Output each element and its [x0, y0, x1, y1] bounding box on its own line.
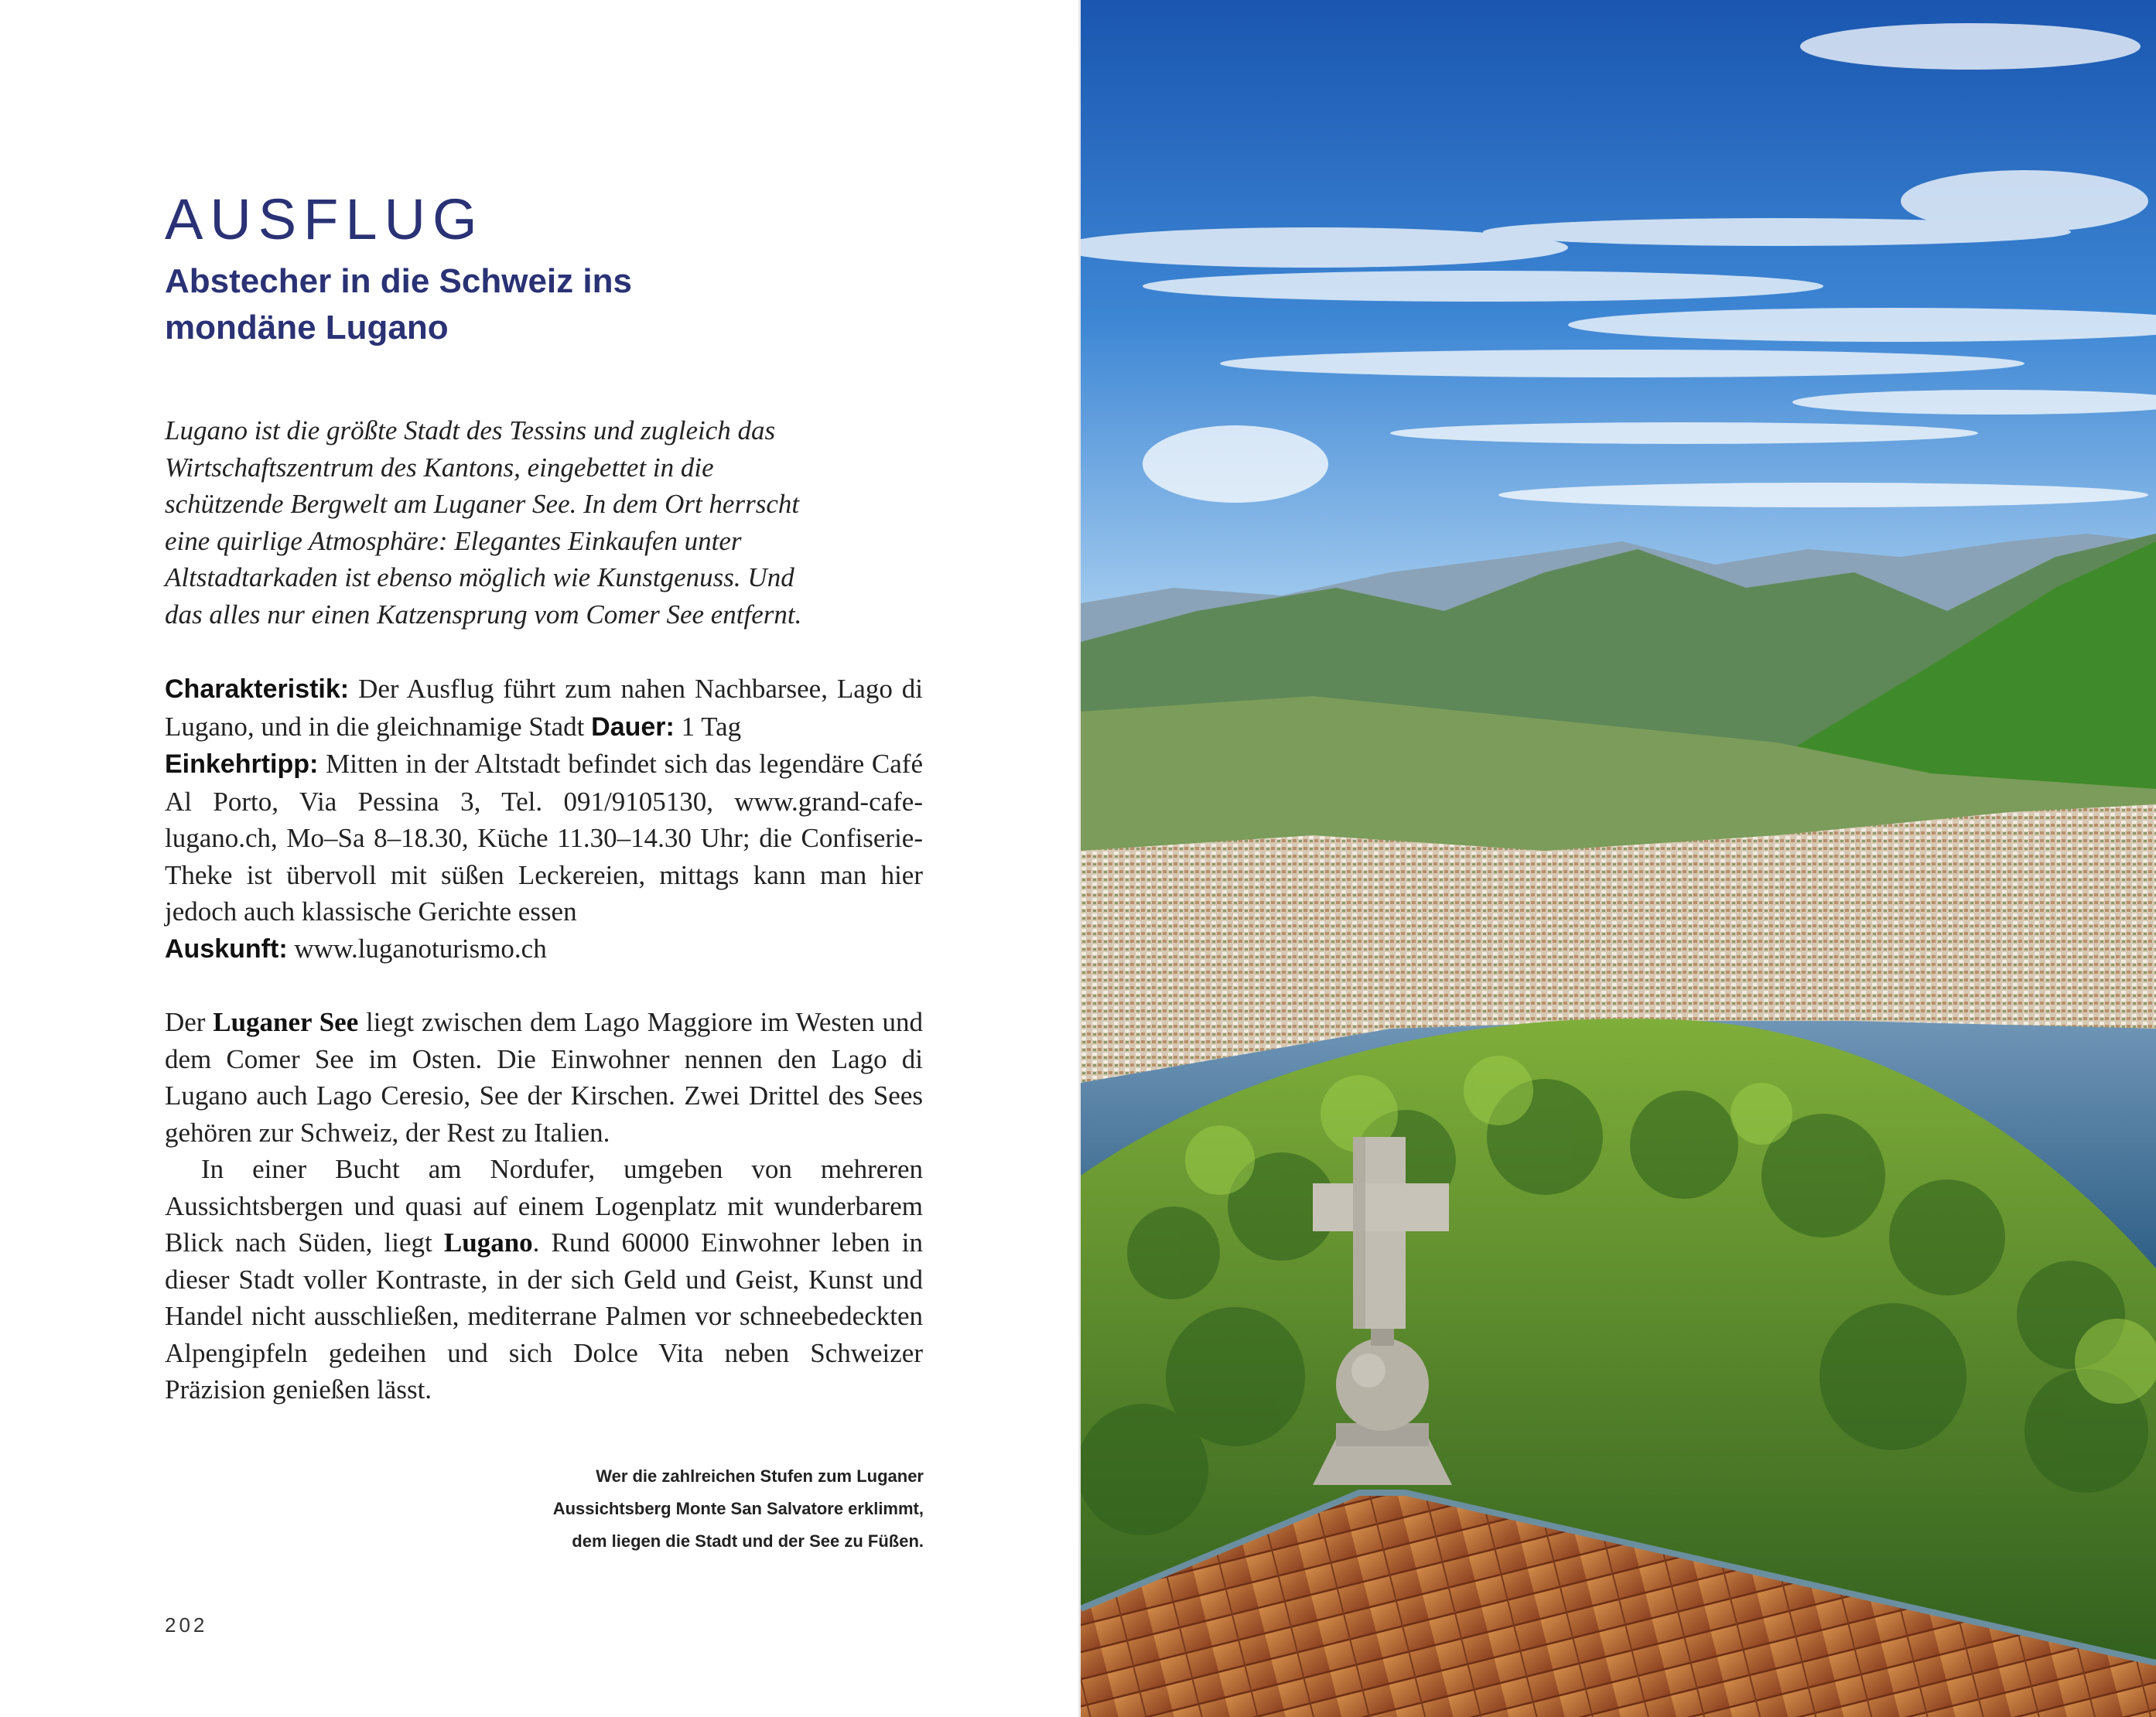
lugano-landscape-photo	[1081, 0, 2156, 1717]
body-paragraph	[165, 1004, 923, 1151]
auskunft-link[interactable]: www.luganoturismo.ch	[294, 933, 547, 964]
info-box	[165, 671, 923, 968]
page-subtitle	[165, 258, 753, 351]
body-text-run: In einer Bucht am Nordufer, umgeben von mehreren Aussichtsbergen und quasi auf einem Logenplatz mit wunderbarem Blick nach Süden, liegt	[165, 1154, 923, 1258]
section-label: AUSFLUG	[165, 187, 484, 251]
subtitle-line: mondäne Lugano	[165, 309, 449, 346]
dauer-text: 1 Tag	[681, 711, 742, 742]
intro-line: Altstadtarkaden ist ebenso möglich wie Kunstgenuss. Und	[165, 562, 794, 592]
body-text-run: . Rund 60000 Einwohner leben in dieser Stadt voller Kontraste, in der sich Geld und Geist, Kunst und Handel nicht ausschließen, mediterrane Palmen vor schneebedeckten Alpengipfeln gedeihen und sich Dolce Vita neben Schweizer Präzision genießen lässt.	[165, 1227, 924, 1405]
photo-caption	[433, 1460, 924, 1558]
caption-line: Aussichtsberg Monte San Salvatore erklimmt,	[552, 1499, 924, 1518]
page-number: 202	[165, 1613, 208, 1637]
einkehrtipp-label: Einkehrtipp:	[165, 749, 319, 779]
intro-line: das alles nur einen Katzensprung vom Comer See entfernt.	[165, 599, 802, 630]
subtitle-line: Abstecher in die Schweiz ins	[165, 262, 632, 300]
body-text	[165, 1004, 923, 1408]
auskunft-label: Auskunft:	[165, 934, 288, 964]
body-text-run: Der	[165, 1007, 206, 1037]
intro-paragraph	[165, 412, 938, 633]
einkehrtipp-text: Mitten in der Altstadt befindet sich das legendäre Café Al Porto, Via Pessina 3, Tel. 091/9105130, www.grand-cafe-lugano.ch, Mo–Sa 8–18.30, Küche 11.30–14.30 Uhr; die Confiserie-Theke ist übervoll mit süßen Leckereien, mittags kann man hier jedoch auch klassische Gerichte essen	[165, 749, 923, 927]
body-text-run: liegt zwischen dem Lago Maggiore im Westen und dem Comer See im Osten. Die Einwohner nennen den Lago di Lugano auch Lago Ceresio, See der Kirschen. Zwei Drittel des Sees gehören zur Schweiz, der Rest zu Italien.	[165, 1007, 923, 1148]
caption-line: Wer die zahlreichen Stufen zum Luganer	[596, 1466, 924, 1486]
intro-line: Wirtschaftszentrum des Kantons, eingebettet in die	[165, 452, 714, 483]
body-paragraph	[165, 1151, 923, 1408]
right-page	[1081, 0, 2156, 1717]
intro-line: eine quirlige Atmosphäre: Elegantes Einkaufen unter	[165, 525, 742, 556]
intro-line: schützende Bergwelt am Luganer See. In dem Ort herrscht	[165, 489, 800, 519]
caption-line: dem liegen die Stadt und der See zu Füßen.	[572, 1531, 924, 1551]
charakteristik-label: Charakteristik:	[165, 674, 350, 704]
charakteristik-text: Der Ausflug führt zum nahen Nachbarsee, Lago di Lugano, und in die gleichnamige Stadt	[165, 674, 923, 742]
intro-line: Lugano ist die größte Stadt des Tessins und zugleich das	[165, 415, 776, 445]
lugano-bold: Lugano	[443, 1227, 533, 1258]
dauer-label: Dauer:	[591, 712, 675, 742]
luganer-see-bold: Luganer See	[213, 1007, 359, 1037]
